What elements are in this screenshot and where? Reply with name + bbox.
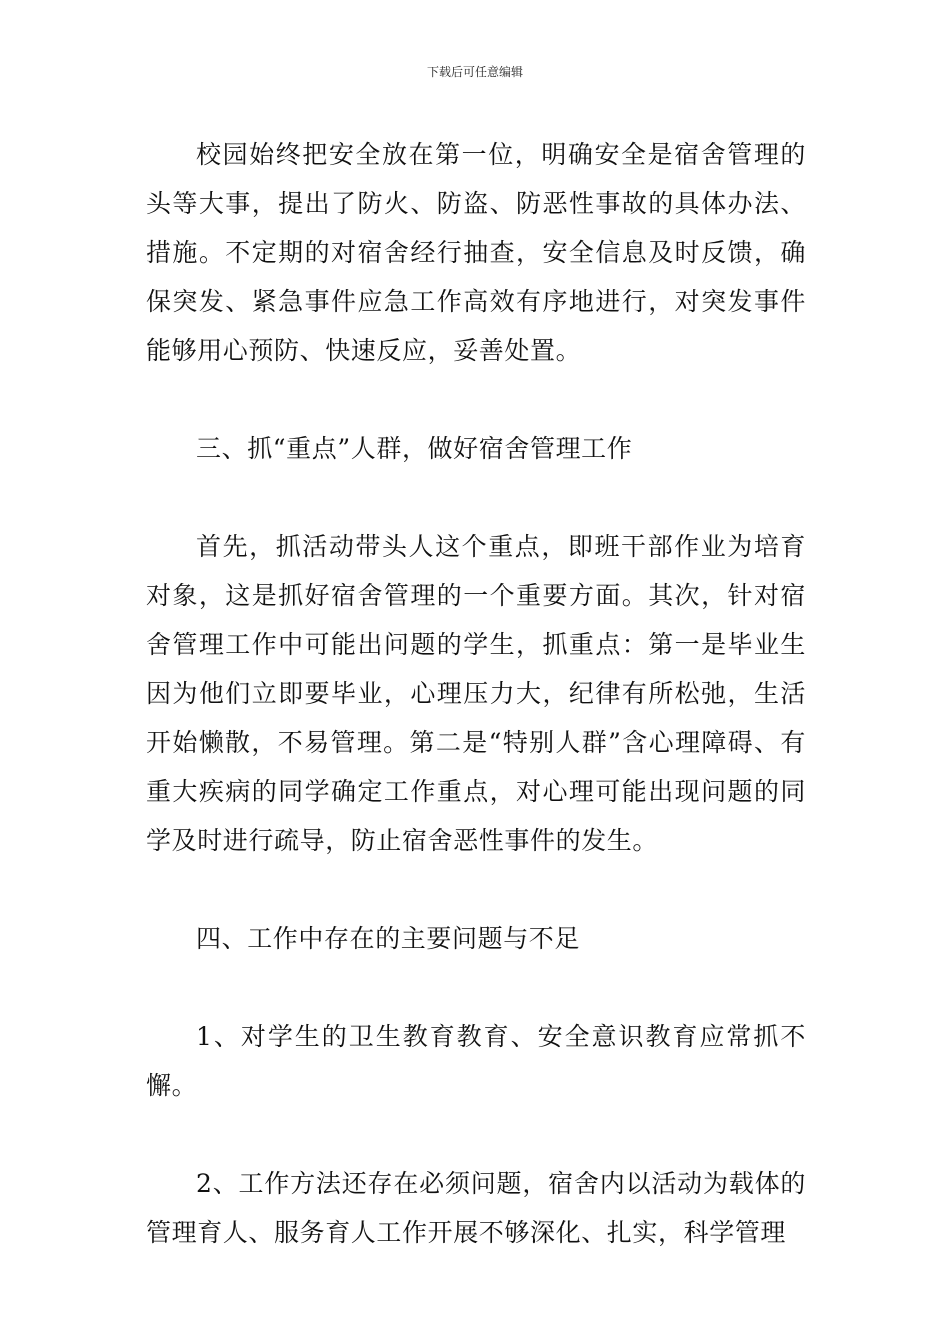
list-item-2: 2、工作方法还存在必须问题，宿舍内以活动为载体的管理育人、服务育人工作开展不够深化、扎实，科学管理	[146, 1169, 806, 1247]
paragraph-gap	[146, 963, 806, 1012]
paragraph-key-groups: 首先，抓活动带头人这个重点，即班干部作业为培育对象，这是抓好宿舍管理的一个重要方面。其次，针对宿舍管理工作中可能出问题的学生，抓重点：第一是毕业生因为他们立即要毕业，心理压力大，纪律有所松弛，生活开始懒散，不易管理。第二是“特别人群”含心理障碍、有重大疾病的同学确定工作重点，对心理可能出现问题的同学及时进行疏导，防止宿舍恶性事件的发生。	[146, 532, 806, 855]
paragraph-gap	[146, 375, 806, 424]
paragraph-gap	[146, 865, 806, 914]
document-body	[146, 130, 806, 1257]
paragraph-gap	[146, 473, 806, 522]
list-item-1: 1、对学生的卫生教育教育、安全意识教育应常抓不懈。	[146, 1022, 806, 1100]
header-note: 下载后可任意编辑	[426, 65, 523, 79]
section-heading-4: 四、工作中存在的主要问题与不足	[196, 924, 581, 953]
section-heading-3: 三、抓“重点”人群，做好宿舍管理工作	[196, 434, 633, 463]
paragraph-gap	[146, 1110, 806, 1159]
paragraph-safety: 校园始终把安全放在第一位，明确安全是宿舍管理的头等大事，提出了防火、防盗、防恶性事故的具体办法、措施。不定期的对宿舍经行抽查，安全信息及时反馈，确保突发、紧急事件应急工作高效有序地进行，对突发事件能够用心预防、快速反应，妥善处置。	[146, 140, 806, 365]
